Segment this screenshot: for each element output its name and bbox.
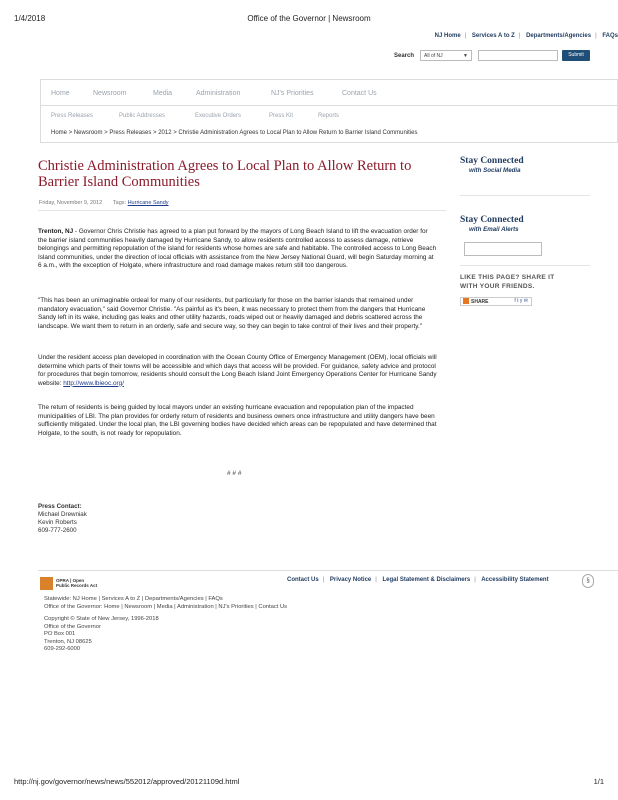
faqs-link[interactable]: FAQs — [602, 33, 618, 39]
press-contact — [38, 503, 87, 535]
social-icons: f t y ✉ — [514, 298, 528, 304]
paragraph-3 — [38, 354, 438, 388]
press-contact-name-1: Michael Drewniak — [38, 511, 87, 518]
footer-office-links[interactable]: Office of the Governor: Home | Newsroom | Media | Administration | NJ's Priorities | Contact Us — [44, 603, 288, 610]
nj-seal-icon: § — [582, 574, 594, 588]
chevron-down-icon: ▼ — [463, 53, 468, 59]
subnav-executive-orders[interactable]: Executive Orders — [195, 113, 242, 119]
paragraph-1-text: - Governor Chris Christie has agreed to a plan put forward by the mayors of Long Beach Island to lift the evacuation order for the barrier island communities heavily damaged by Hurricane Sandy, to allow residents controlled access to assess damage, retrieve belongings and permitting repopulation of the island for residents whose homes are safe and habitable. The controlled access to Long Beach Island communities, under the direction of local officials with assistance from the New Jersey National Guard, will begin Saturday morning at 6 a.m., with the exception of Holgate, where infrastructure and road damage makes return still too dangerous. — [38, 228, 437, 269]
press-contact-name-2: Kevin Roberts — [38, 519, 77, 526]
page-title-line-1: Christie Administration Agrees to Local Plan to Allow Return to — [38, 158, 412, 174]
share-icon — [463, 298, 469, 304]
nav-administration[interactable]: Administration — [196, 90, 241, 97]
opra-line-1: OPRA | Open — [56, 578, 85, 583]
opra-logo[interactable] — [40, 577, 104, 591]
print-header — [14, 14, 604, 26]
search-scope-select[interactable] — [420, 50, 472, 61]
search-bar — [394, 50, 618, 64]
opra-icon — [40, 577, 53, 590]
footer-address — [44, 616, 159, 654]
tags-label: Tags: — [112, 200, 127, 206]
stay-connected-social — [460, 156, 590, 174]
search-submit-button[interactable]: Submit — [562, 50, 590, 61]
footer-privacy-link[interactable]: Privacy Notice — [329, 577, 372, 583]
stay-connected-title: Stay Connected — [460, 156, 524, 166]
paragraph-3-text: Under the resident access plan developed in coordination with the Ocean County Office of Emergency Management (OEM), local officials will determine which parts of their towns will be accessible and which days that access will be provided. For guidance, safety advice and protocol for procedures that begin tomorrow, residents should consult the Long Beach Island Joint Emergency Operations Center for Hurricane Sandy website: — [38, 354, 437, 387]
address-line-4: 609-292-6000 — [44, 646, 81, 652]
meta-divider — [38, 210, 446, 211]
opra-line-2: Public Records Act — [56, 583, 98, 588]
footer-divider — [38, 570, 618, 571]
subnav-press-kit[interactable]: Press Kit — [269, 113, 294, 119]
subnav-reports[interactable]: Reports — [318, 113, 340, 119]
paragraph-1 — [38, 228, 438, 271]
opra-text — [56, 578, 97, 588]
paragraph-2: "This has been an unimaginable ordeal for many of our residents, but particularly for those on the barrier islands that remained under mandatory evacuation," said Governor Christie. "As painful as it's been, it was necessary to protect them from the dangers that Hurricane Sandy left in its wake, including gas leaks and other utility hazards, roads wiped out or heavily damaged and debris scattered across the landscape. We want them to return in an orderly, safe and secure way, so they can begin to take control of their lives and their property." — [38, 297, 426, 330]
nav-home[interactable]: Home — [51, 90, 70, 97]
share-prompt — [460, 273, 554, 291]
copyright: Copyright © State of New Jersey, 1996-2018 — [44, 616, 159, 622]
search-input[interactable] — [478, 50, 558, 61]
share-button[interactable] — [460, 297, 532, 306]
breadcrumb[interactable]: Home > Newsroom > Press Releases > 2012 > Christie Administration Agrees to Local Plan to Allow Return to Barrier Island Communities — [51, 130, 418, 136]
email-field[interactable] — [464, 242, 542, 256]
page-title-line-2: Barrier Island Communities — [38, 174, 200, 190]
footer-nav-text — [44, 596, 287, 611]
social-media-link[interactable]: with Social Media — [469, 167, 521, 174]
lbieoc-link[interactable]: http://www.lbieoc.org/ — [63, 379, 124, 387]
page-title — [38, 158, 438, 190]
paragraph-4: The return of residents is being guided by local mayors under an existing hurricane evacuation and repopulation plan of the impacted municipalities of LBI. The plan provides for orderly return of residents and business owners once infrastructure and utility dangers have been sufficiently mitigated. Under the local plan, the LBI governing bodies have decided which areas can be repopulated and have determined that Holgate, to the south, is not ready for repopulation. — [38, 404, 437, 437]
footer-accessibility-link[interactable]: Accessibility Statement — [481, 577, 549, 583]
search-scope-value: All of NJ — [424, 53, 443, 59]
sidebar-divider-2 — [460, 265, 590, 266]
footer-statewide-links[interactable]: Statewide: NJ Home | Services A to Z | Departments/Agencies | FAQs — [44, 596, 223, 602]
email-alerts-link[interactable]: with Email Alerts — [469, 226, 519, 233]
address-line-3: Trenton, NJ 08625 — [44, 638, 92, 645]
print-page-title: Office of the Governor | Newsroom — [247, 14, 371, 23]
share-prompt-line-2: WITH YOUR FRIENDS. — [460, 283, 535, 290]
tag-link[interactable]: Hurricane Sandy — [127, 200, 169, 206]
end-marks: # # # — [227, 470, 242, 477]
share-label: SHARE — [471, 299, 489, 305]
press-contact-phone: 609-777-2600 — [38, 527, 77, 534]
subnav-press-releases[interactable]: Press Releases — [51, 113, 94, 119]
press-contact-heading: Press Contact: — [38, 503, 82, 510]
nav-newsroom[interactable]: Newsroom — [93, 90, 127, 97]
address-line-1: Office of the Governor — [44, 623, 101, 630]
footer-legal-link[interactable]: Legal Statement & Disclaimers — [382, 577, 471, 583]
print-date: 1/4/2018 — [14, 14, 46, 23]
departments-link[interactable]: Departments/Agencies — [526, 33, 592, 39]
article-meta — [39, 200, 169, 206]
article-date: Friday, November 9, 2012 — [39, 200, 103, 206]
nj-home-link[interactable]: NJ Home — [434, 33, 461, 39]
stay-connected-email — [460, 215, 590, 233]
services-link[interactable]: Services A to Z — [471, 33, 515, 39]
utility-nav: NJ Home | Services A to Z | Departments/Agencies | FAQs — [434, 33, 618, 39]
dateline: Trenton, NJ — [38, 228, 74, 235]
sidebar-divider — [460, 195, 590, 196]
search-label: Search — [394, 53, 415, 59]
footer-contact-link[interactable]: Contact Us — [287, 577, 319, 583]
stay-connected-email-title: Stay Connected — [460, 215, 524, 225]
share-prompt-line-1: LIKE THIS PAGE? SHARE IT — [460, 274, 555, 281]
nav-divider — [40, 105, 618, 106]
page-number: 1/1 — [593, 777, 604, 786]
subnav-public-addresses[interactable]: Public Addresses — [119, 113, 166, 119]
address-line-2: PO Box 001 — [44, 631, 76, 637]
nav-media[interactable]: Media — [153, 90, 173, 97]
nav-contact[interactable]: Contact Us — [342, 90, 377, 97]
print-url: http://nj.gov/governor/news/news/552012/approved/20121109d.html — [14, 777, 240, 786]
nav-priorities[interactable]: NJ's Priorities — [271, 90, 314, 97]
footer-links: Contact Us | Privacy Notice | Legal Statement & Disclaimers | Accessibility Statement — [287, 577, 549, 583]
